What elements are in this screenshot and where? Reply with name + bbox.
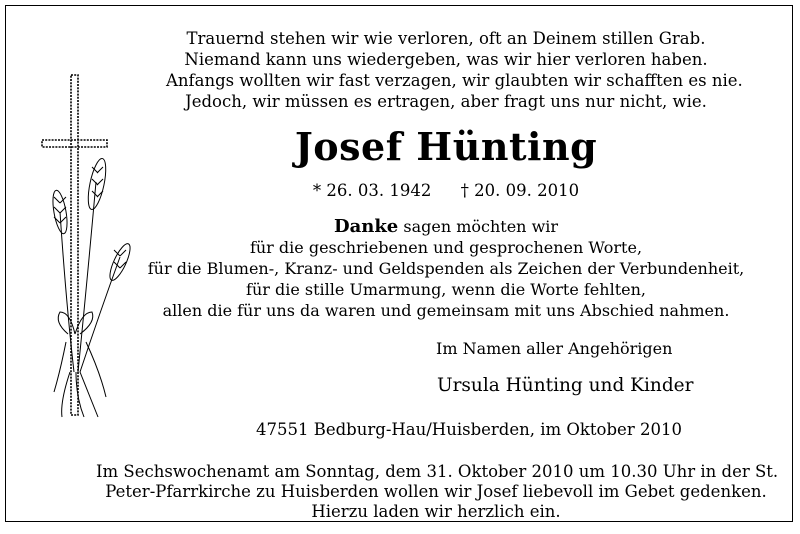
- deceased-name: Josef Hünting: [294, 124, 598, 169]
- thanks-line: für die geschriebenen und gesprochenen Worte,: [249, 238, 643, 257]
- birth-date: * 26. 03. 1942: [312, 181, 432, 200]
- obituary-notice: [5, 5, 793, 522]
- thanks-line: allen die für uns da waren und gemeinsam mit uns Abschied nahmen.: [162, 301, 730, 320]
- poem-line: Anfangs wollten wir fast verzagen, wir glaubten wir schafften es nie.: [166, 71, 743, 90]
- death-date: † 20. 09. 2010: [460, 181, 580, 200]
- poem-line: Jedoch, wir müssen es ertragen, aber fragt uns nur nicht, wie.: [185, 92, 707, 111]
- life-dates: [166, 181, 726, 200]
- poem-line: Trauernd stehen wir wie verloren, oft an Deinem stillen Grab.: [186, 29, 706, 48]
- signature-preface: Im Namen aller Angehörigen: [436, 339, 673, 358]
- thanks-line: für die stille Umarmung, wenn die Worte fehlten,: [246, 280, 646, 299]
- thanks-intro: [136, 216, 756, 237]
- thanks-line: für die Blumen-, Kranz- und Geldspenden als Zeichen der Verbundenheit,: [147, 259, 745, 278]
- closing-line: Hierzu laden wir herzlich ein.: [311, 502, 561, 521]
- closing-line: Im Sechswochenamt am Sonntag, dem 31. Oktober 2010 um 10.30 Uhr in der St.: [96, 462, 779, 481]
- poem-line: Niemand kann uns wiedergeben, was wir hier verloren haben.: [184, 50, 708, 69]
- thanks-heading: Danke: [333, 216, 399, 237]
- place-date: 47551 Bedburg-Hau/Huisberden, im Oktober 2010: [256, 420, 682, 439]
- cross-with-wheat-icon: [40, 72, 140, 418]
- closing-line: Peter-Pfarrkirche zu Huisberden wollen wir Josef liebevoll im Gebet gedenken.: [105, 482, 767, 501]
- memorial-poem: [166, 28, 743, 112]
- signature-names: Ursula Hünting und Kinder: [437, 375, 694, 396]
- thanks-intro-rest: sagen möchten wir: [398, 217, 559, 236]
- thanks-section: [136, 216, 756, 321]
- service-announcement: [96, 462, 779, 522]
